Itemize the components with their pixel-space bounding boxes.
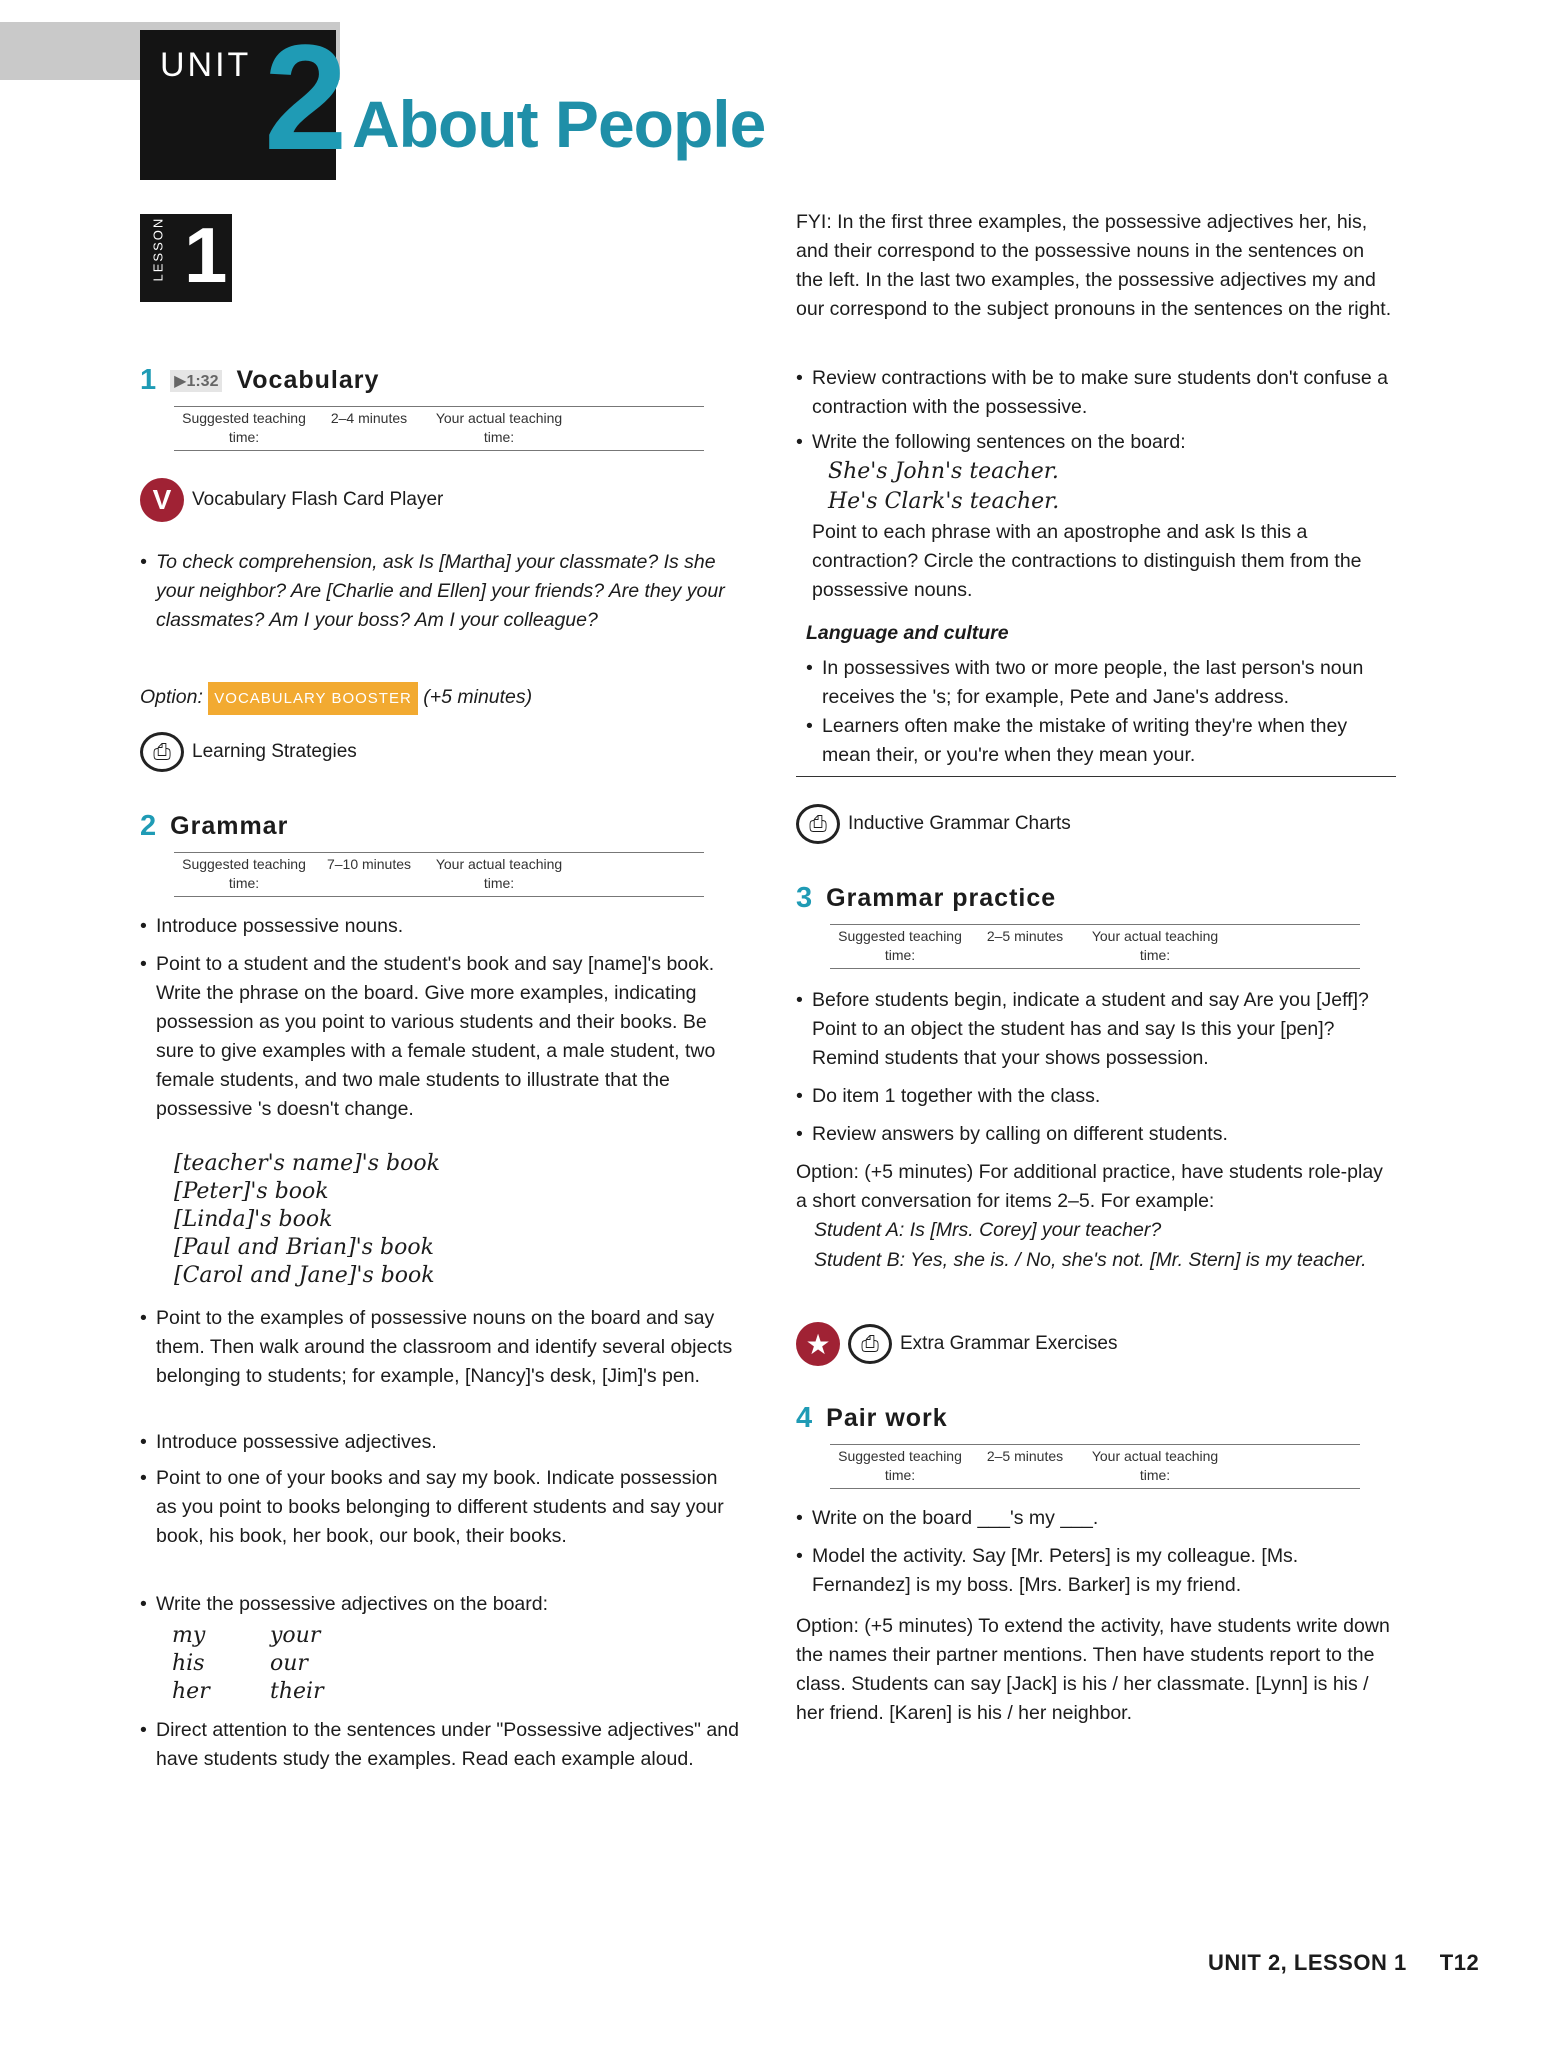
fyi-note: FYI: In the first three examples, the possessive adjectives her, his, and their correspond to the possessive nouns in the sentences on the left. In the last two examples, the possessive adjectives my and our correspond to the subject pronouns in the sentences on the right. [796, 211, 1392, 320]
suggested-time: 2–5 minutes [986, 1448, 1064, 1464]
resource-label: Learning Strategies [192, 741, 357, 762]
section-number: 3 [796, 882, 813, 914]
unit-title: About People [352, 87, 766, 161]
resource-label: Extra Grammar Exercises [900, 1333, 1118, 1354]
list-item: • Write the possessive adjectives on the board: [140, 1590, 740, 1619]
adjective: your [270, 1623, 321, 1648]
list-item: • Do item 1 together with the class. [796, 1082, 1396, 1111]
resource-inductive-charts[interactable] [796, 804, 1071, 844]
divider [796, 776, 1396, 777]
actual-label: Your actual teaching time: [1091, 928, 1219, 963]
suggested-label: Suggested teaching time: [182, 856, 306, 891]
resource-extra-grammar[interactable] [796, 1322, 1117, 1366]
star-icon: ★ [796, 1322, 840, 1366]
vocabulary-icon: V [140, 478, 184, 522]
suggested-time: 2–4 minutes [330, 410, 408, 426]
actual-label: Your actual teaching time: [435, 856, 563, 891]
instruction-text: Point to each phrase with an apostrophe and ask Is this a contraction? Circle the contractions to distinguish them from the possessive nouns. [812, 521, 1362, 601]
list-item: • Introduce possessive nouns. [140, 912, 740, 941]
option-text: Option: (+5 minutes) For additional practice, have students role-play a short conversation for items 2–5. For example: [796, 1161, 1383, 1212]
option-time: (+5 minutes) [423, 686, 533, 708]
vocabulary-booster-badge[interactable]: VOCABULARY BOOSTER [208, 682, 418, 715]
printer-icon: ⎙ [140, 732, 184, 772]
suggested-time: 2–5 minutes [986, 928, 1064, 944]
section-2-heading [140, 810, 288, 843]
section-title: Grammar practice [826, 884, 1057, 912]
time-table [830, 1444, 1360, 1489]
board-example: [Peter]'s book [174, 1179, 329, 1204]
printer-icon: ⎙ [848, 1324, 892, 1364]
adjective: his [172, 1651, 205, 1676]
section-4-heading [796, 1402, 948, 1435]
suggested-time: 7–10 minutes [326, 856, 412, 872]
list-item: • To check comprehension, ask Is [Martha] your classmate? Is she your neighbor? Are [Charlie and Ellen] your friends? Are they your classmates? Am I your boss? Am I your colleague? [140, 548, 740, 635]
resource-learning-strategies[interactable] [140, 732, 357, 772]
page-footer [1208, 1950, 1479, 1976]
page-number: T12 [1439, 1950, 1480, 1975]
section-title: Pair work [826, 1404, 948, 1432]
actual-label: Your actual teaching time: [435, 410, 563, 445]
section-3-heading [796, 882, 1056, 915]
culture-item: • Learners often make the mistake of writing they're when they mean their, or you're when they mean your. [806, 712, 1396, 770]
option-line [140, 682, 740, 715]
adjective: her [172, 1679, 210, 1704]
section-title: Vocabulary [236, 366, 380, 394]
time-table [174, 852, 704, 897]
lesson-word: LESSON [150, 216, 166, 282]
option-text: Option: (+5 minutes) To extend the activity, have students write down the names their partner mentions. Then have students report to the class. Students can say [Jack] is his / her classmate. [Lynn] is his / her friend. [Karen] is his / her neighbor. [796, 1615, 1390, 1724]
adjective: my [172, 1623, 206, 1648]
list-item: • Write on the board ___'s my ___. [796, 1504, 1396, 1533]
board-example: [Linda]'s book [174, 1207, 333, 1232]
list-item: • Write the following sentences on the board: [796, 428, 1396, 457]
actual-label: Your actual teaching time: [1091, 1448, 1219, 1483]
suggested-label: Suggested teaching time: [182, 410, 306, 445]
board-example: [Paul and Brian]'s book [174, 1235, 434, 1260]
adjective: our [270, 1651, 308, 1676]
section-1-heading [140, 364, 379, 397]
printer-icon: ⎙ [796, 804, 840, 844]
option-label: Option: [140, 686, 203, 708]
unit-number: 2 [264, 13, 348, 181]
suggested-label: Suggested teaching time: [838, 1448, 962, 1483]
unit-word: UNIT [160, 46, 252, 84]
list-item: • Review answers by calling on different students. [796, 1120, 1396, 1149]
culture-title: Language and culture [806, 622, 1009, 644]
board-example: He's Clark's teacher. [828, 489, 1060, 514]
time-table [174, 406, 704, 451]
section-number: 4 [796, 1402, 813, 1434]
resource-flash-card[interactable] [140, 478, 443, 522]
dialogue-line: Student A: Is [Mrs. Corey] your teacher? [814, 1219, 1162, 1241]
list-item: • Point to one of your books and say my book. Indicate possession as you point to books belonging to different students and say your book, his book, her book, our book, their books. [140, 1464, 740, 1551]
board-example: [teacher's name]'s book [174, 1151, 440, 1176]
section-title: Grammar [170, 812, 289, 840]
section-number: 1 [140, 364, 157, 396]
suggested-label: Suggested teaching time: [838, 928, 962, 963]
list-item: • Model the activity. Say [Mr. Peters] is my colleague. [Ms. Fernandez] is my boss. [Mrs. Barker] is my friend. [796, 1542, 1396, 1600]
list-item: • Point to the examples of possessive nouns on the board and say them. Then walk around the classroom and identify several objects belonging to students; for example, [Nancy]'s desk, [Jim]'s pen. [140, 1304, 740, 1391]
resource-label: Vocabulary Flash Card Player [192, 489, 444, 510]
board-example: [Carol and Jane]'s book [174, 1263, 435, 1288]
list-item: • Review contractions with be to make sure students don't confuse a contraction with the possessive. [796, 364, 1396, 422]
unit-badge [140, 13, 348, 181]
dialogue-line: Student B: Yes, she is. / No, she's not. [Mr. Stern] is my teacher. [814, 1249, 1367, 1271]
lesson-number: 1 [184, 211, 228, 299]
list-item: • Introduce possessive adjectives. [140, 1428, 740, 1457]
adjective: their [270, 1679, 324, 1704]
culture-item: • In possessives with two or more people, the last person's noun receives the 's; for example, Pete and Jane's address. [806, 654, 1396, 712]
audio-track-icon[interactable]: ▶1:32 [170, 370, 222, 392]
list-item: • Before students begin, indicate a student and say Are you [Jeff]? Point to an object the student has and say Is this your [pen]? Remind students that your shows possession. [796, 986, 1396, 1073]
resource-label: Inductive Grammar Charts [848, 813, 1071, 834]
footer-label: UNIT 2, LESSON 1 [1208, 1950, 1407, 1975]
section-number: 2 [140, 810, 157, 842]
lesson-badge [140, 211, 232, 302]
list-item: • Point to a student and the student's book and say [name]'s book. Write the phrase on the board. Give more examples, indicating possession as you point to various students and their books. Be sure to give examples with a female student, a male student, two female students, and two male students to illustrate that the possessive 's doesn't change. [140, 950, 740, 1124]
time-table [830, 924, 1360, 969]
list-item: • Direct attention to the sentences under "Possessive adjectives" and have students study the examples. Read each example aloud. [140, 1716, 740, 1774]
board-example: She's John's teacher. [828, 459, 1059, 484]
